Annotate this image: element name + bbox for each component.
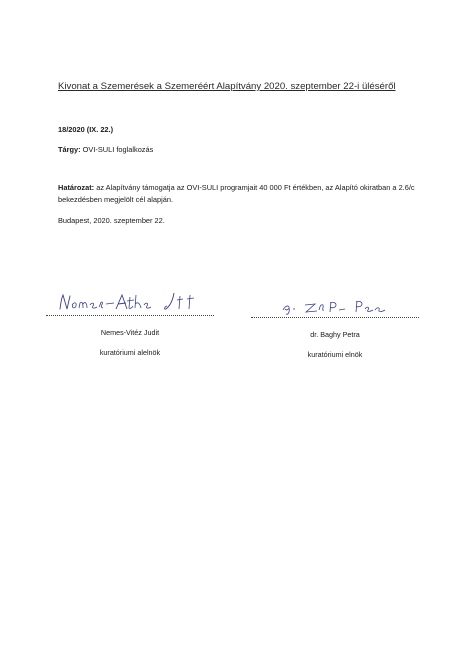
signature-line-left [46, 315, 214, 316]
handwritten-signature-right [245, 289, 425, 317]
signatory-role-right: kuratóriumi elnök [307, 350, 363, 359]
signature-block-left [40, 287, 220, 357]
signature-line-right [251, 317, 419, 318]
signature-block-right [245, 289, 425, 359]
resolution-paragraph [58, 182, 418, 205]
signatory-name-right: dr. Baghy Petra [310, 330, 360, 339]
subject-text: OVI-SULI foglalkozás [82, 145, 154, 154]
resolution-number: 18/2020 (IX. 22.) [58, 125, 114, 134]
signatory-name-left: Nemes-Vitéz Judit [100, 328, 160, 337]
place-and-date: Budapest, 2020. szeptember 22. [58, 216, 165, 225]
subject-line [58, 145, 153, 154]
resolution-text: az Alapítvány támogatja az OVI-SULI programjait 40 000 Ft értékben, az Alapító okiratban a 2.6/c bekezdésben megjelölt cél alapján. [58, 183, 415, 204]
subject-label: Tárgy: [58, 145, 81, 154]
handwritten-signature-left [40, 287, 220, 315]
signatory-role-left: kuratóriumi alelnök [99, 348, 161, 357]
document-title: Kivonat a Szemerések a Szemeréért Alapítvány 2020. szeptember 22-i üléséről [58, 81, 396, 92]
resolution-label: Határozat: [58, 183, 95, 192]
